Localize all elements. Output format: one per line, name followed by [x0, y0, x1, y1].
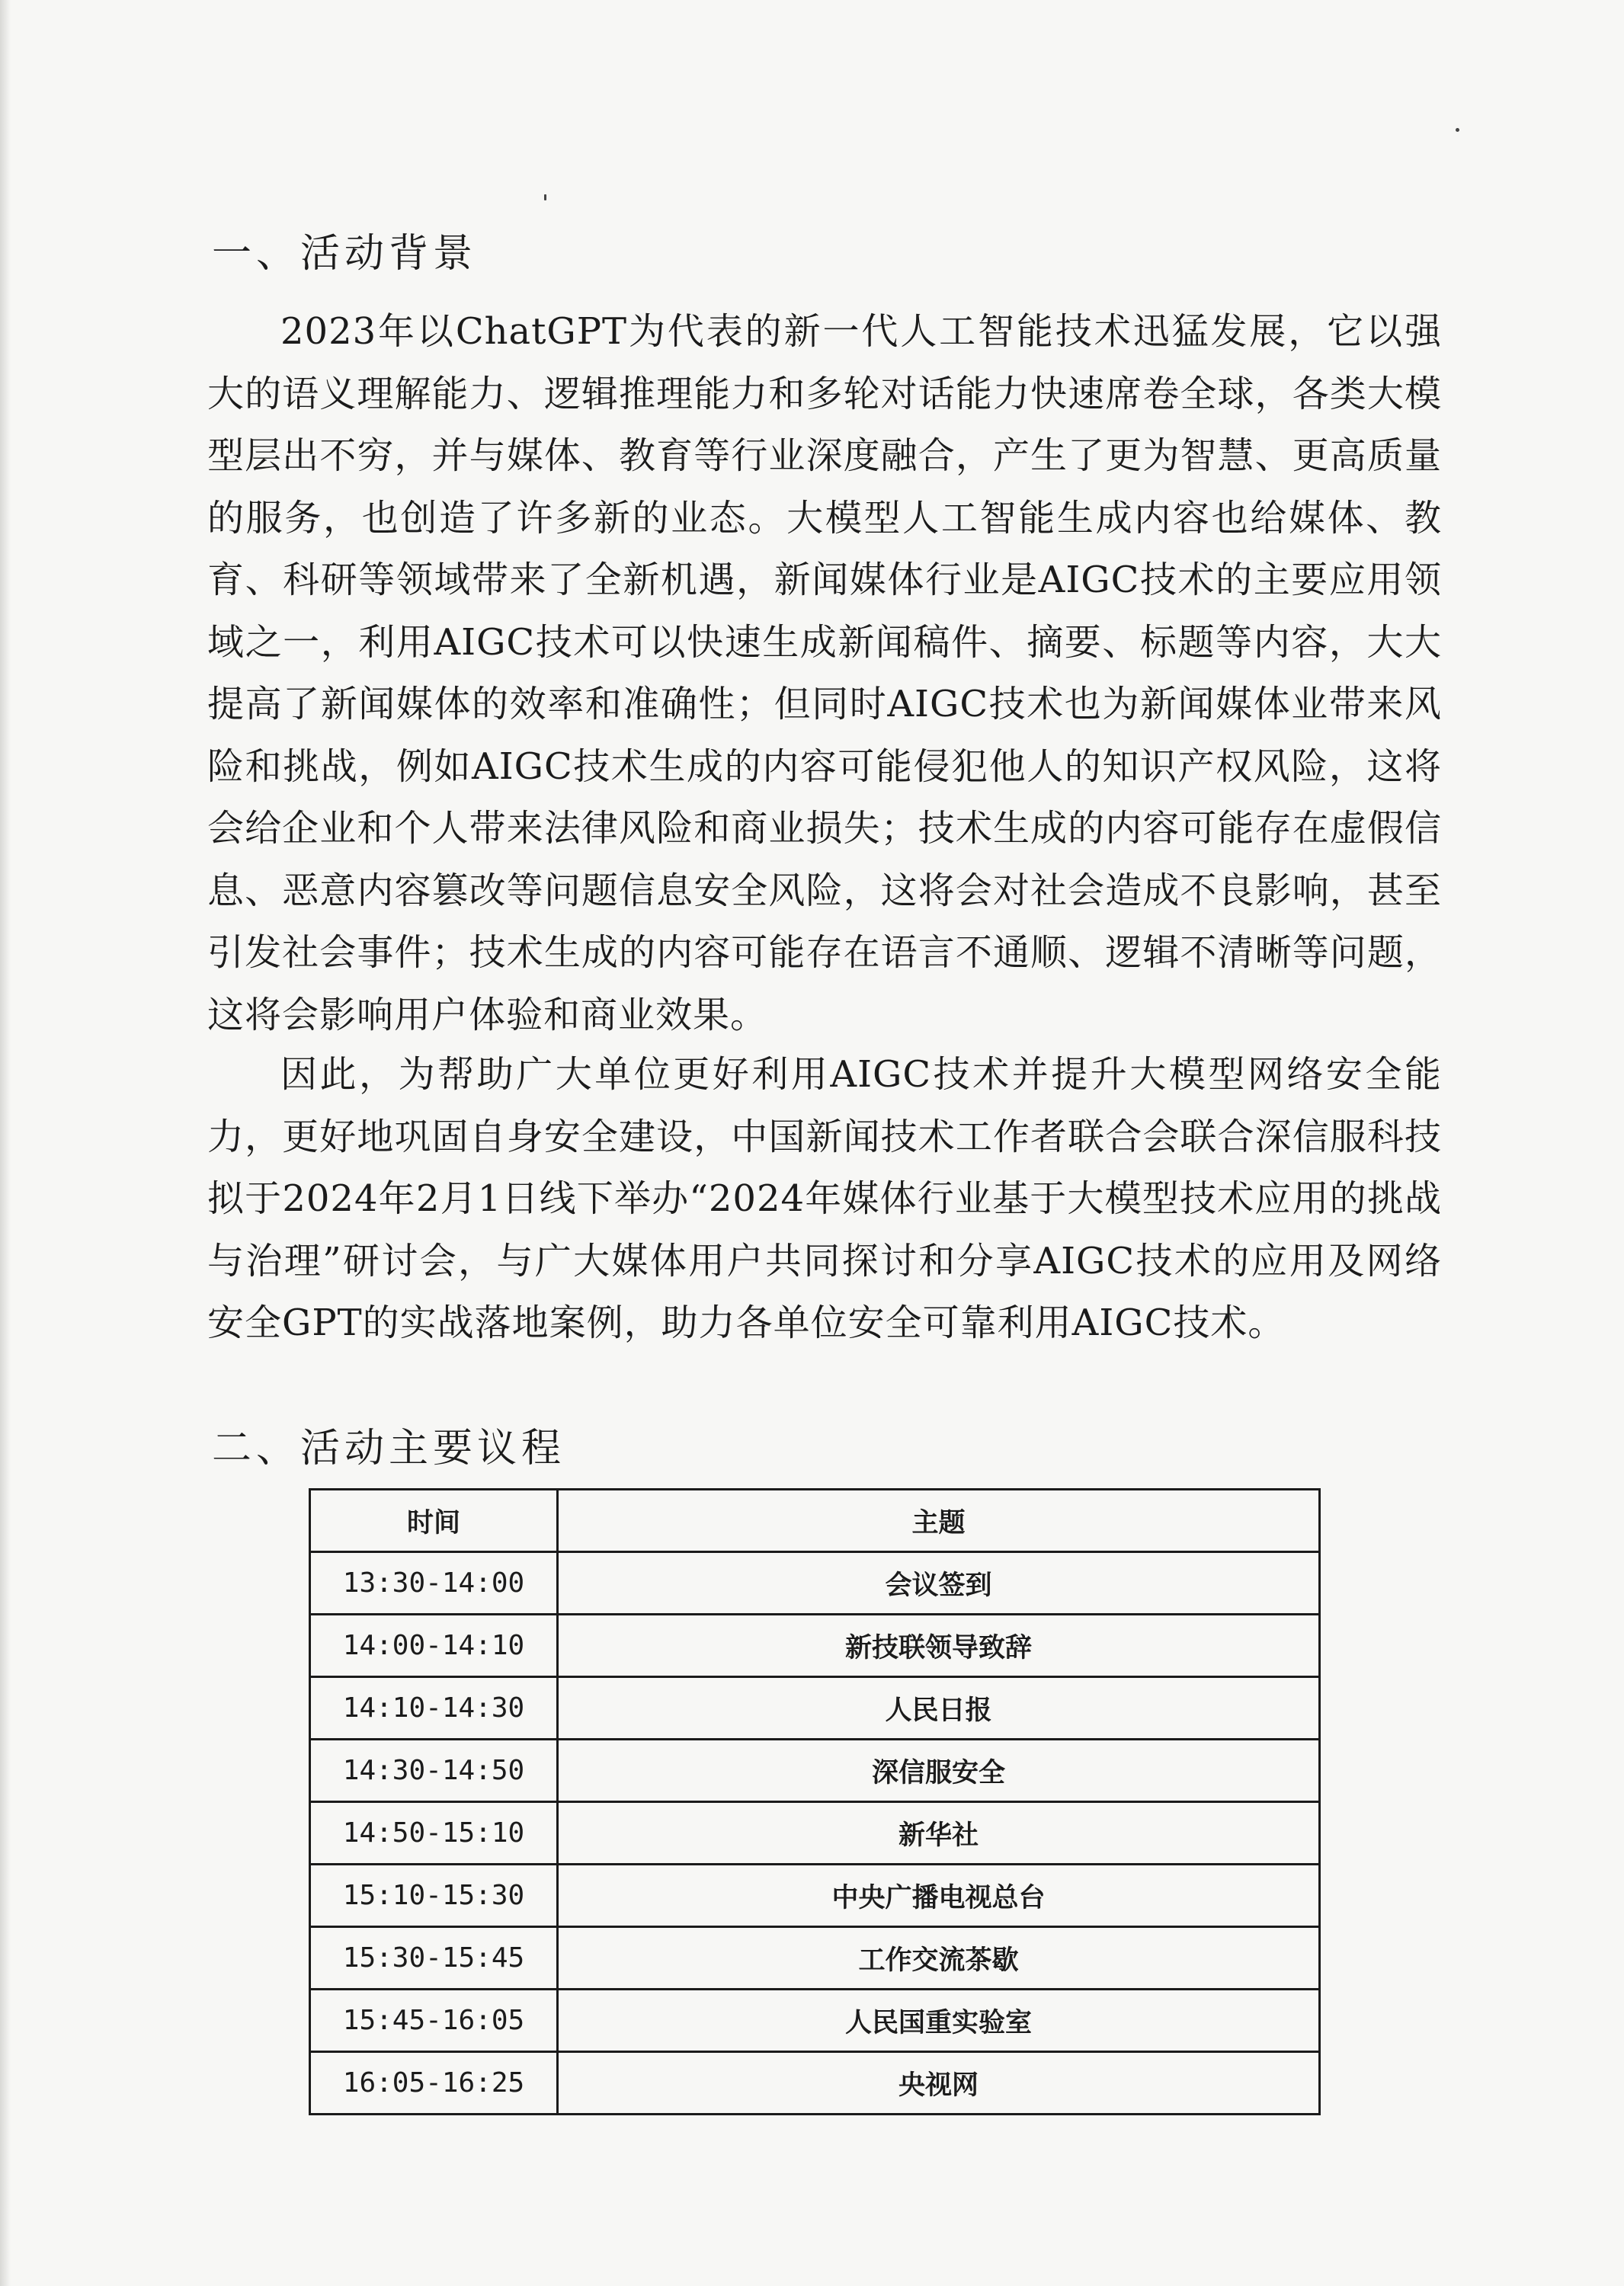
- topic-cell: 新华社: [558, 1802, 1320, 1865]
- scan-speck: [1456, 128, 1459, 132]
- time-cell: 15:45-16:05: [310, 1990, 558, 2052]
- table-row: [310, 2052, 1320, 2115]
- background-paragraph-2: 因此，为帮助广大单位更好利用AIGC技术并提升大模型网络安全能力，更好地巩固自身安全建设，中国新闻技术工作者联合会联合深信服科技拟于2024年2月1日线下举办“2024年媒体行业基于大模型技术应用的挑战与治理”研讨会，与广大媒体用户共同探讨和分享AIGC技术的应用及网络安全GPT的实战落地案例，助力各单位安全可靠利用AIGC技术。: [207, 1053, 1442, 1344]
- table-row: [310, 1865, 1320, 1927]
- table-row: [310, 1740, 1320, 1802]
- time-cell: 14:50-15:10: [310, 1802, 558, 1865]
- section-heading-agenda: 二、活动主要议程: [212, 1426, 566, 1471]
- scan-speck: [544, 194, 546, 200]
- time-cell: 16:05-16:25: [310, 2052, 558, 2115]
- table-row: [310, 1677, 1320, 1740]
- time-cell: 15:30-15:45: [310, 1927, 558, 1990]
- time-cell: 13:30-14:00: [310, 1552, 558, 1615]
- topic-cell: 新技联领导致辞: [558, 1615, 1320, 1677]
- table-header-row: [310, 1490, 1320, 1552]
- table-row: [310, 1990, 1320, 2052]
- time-cell: 14:00-14:10: [310, 1615, 558, 1677]
- column-header-topic: 主题: [558, 1490, 1320, 1552]
- table-row: [310, 1802, 1320, 1865]
- topic-cell: 中央广播电视总台: [558, 1865, 1320, 1927]
- topic-cell: 会议签到: [558, 1552, 1320, 1615]
- background-paragraph-1: 2023年以ChatGPT为代表的新一代人工智能技术迅猛发展，它以强大的语义理解能力、逻辑推理能力和多轮对话能力快速席卷全球，各类大模型层出不穷，并与媒体、教育等行业深度融合，产生了更为智慧、更高质量的服务，也创造了许多新的业态。大模型人工智能生成内容也给媒体、教育、科研等领域带来了全新机遇，新闻媒体行业是AIGC技术的主要应用领域之一，利用AIGC技术可以快速生成新闻稿件、摘要、标题等内容，大大提高了新闻媒体的效率和准确性；但同时AIGC技术也为新闻媒体业带来风险和挑战，例如AIGC技术生成的内容可能侵犯他人的知识产权风险，这将会给企业和个人带来法律风险和商业损失；技术生成的内容可能存在虚假信息、恶意内容篡改等问题信息安全风险，这将会对社会造成不良影响，甚至引发社会事件；技术生成的内容可能存在语言不通顺、逻辑不清晰等问题，这将会影响用户体验和商业效果。: [207, 310, 1442, 1036]
- time-cell: 14:30-14:50: [310, 1740, 558, 1802]
- topic-cell: 深信服安全: [558, 1740, 1320, 1802]
- section-heading-background: 一、活动背景: [212, 231, 478, 277]
- table-row: [310, 1927, 1320, 1990]
- scan-edge-shadow: [0, 0, 11, 2286]
- table-row: [310, 1552, 1320, 1615]
- topic-cell: 人民国重实验室: [558, 1990, 1320, 2052]
- agenda-table: [309, 1488, 1321, 2115]
- column-header-time: 时间: [310, 1490, 558, 1552]
- topic-cell: 人民日报: [558, 1677, 1320, 1740]
- time-cell: 15:10-15:30: [310, 1865, 558, 1927]
- topic-cell: 工作交流茶歇: [558, 1927, 1320, 1990]
- topic-cell: 央视网: [558, 2052, 1320, 2115]
- table-row: [310, 1615, 1320, 1677]
- time-cell: 14:10-14:30: [310, 1677, 558, 1740]
